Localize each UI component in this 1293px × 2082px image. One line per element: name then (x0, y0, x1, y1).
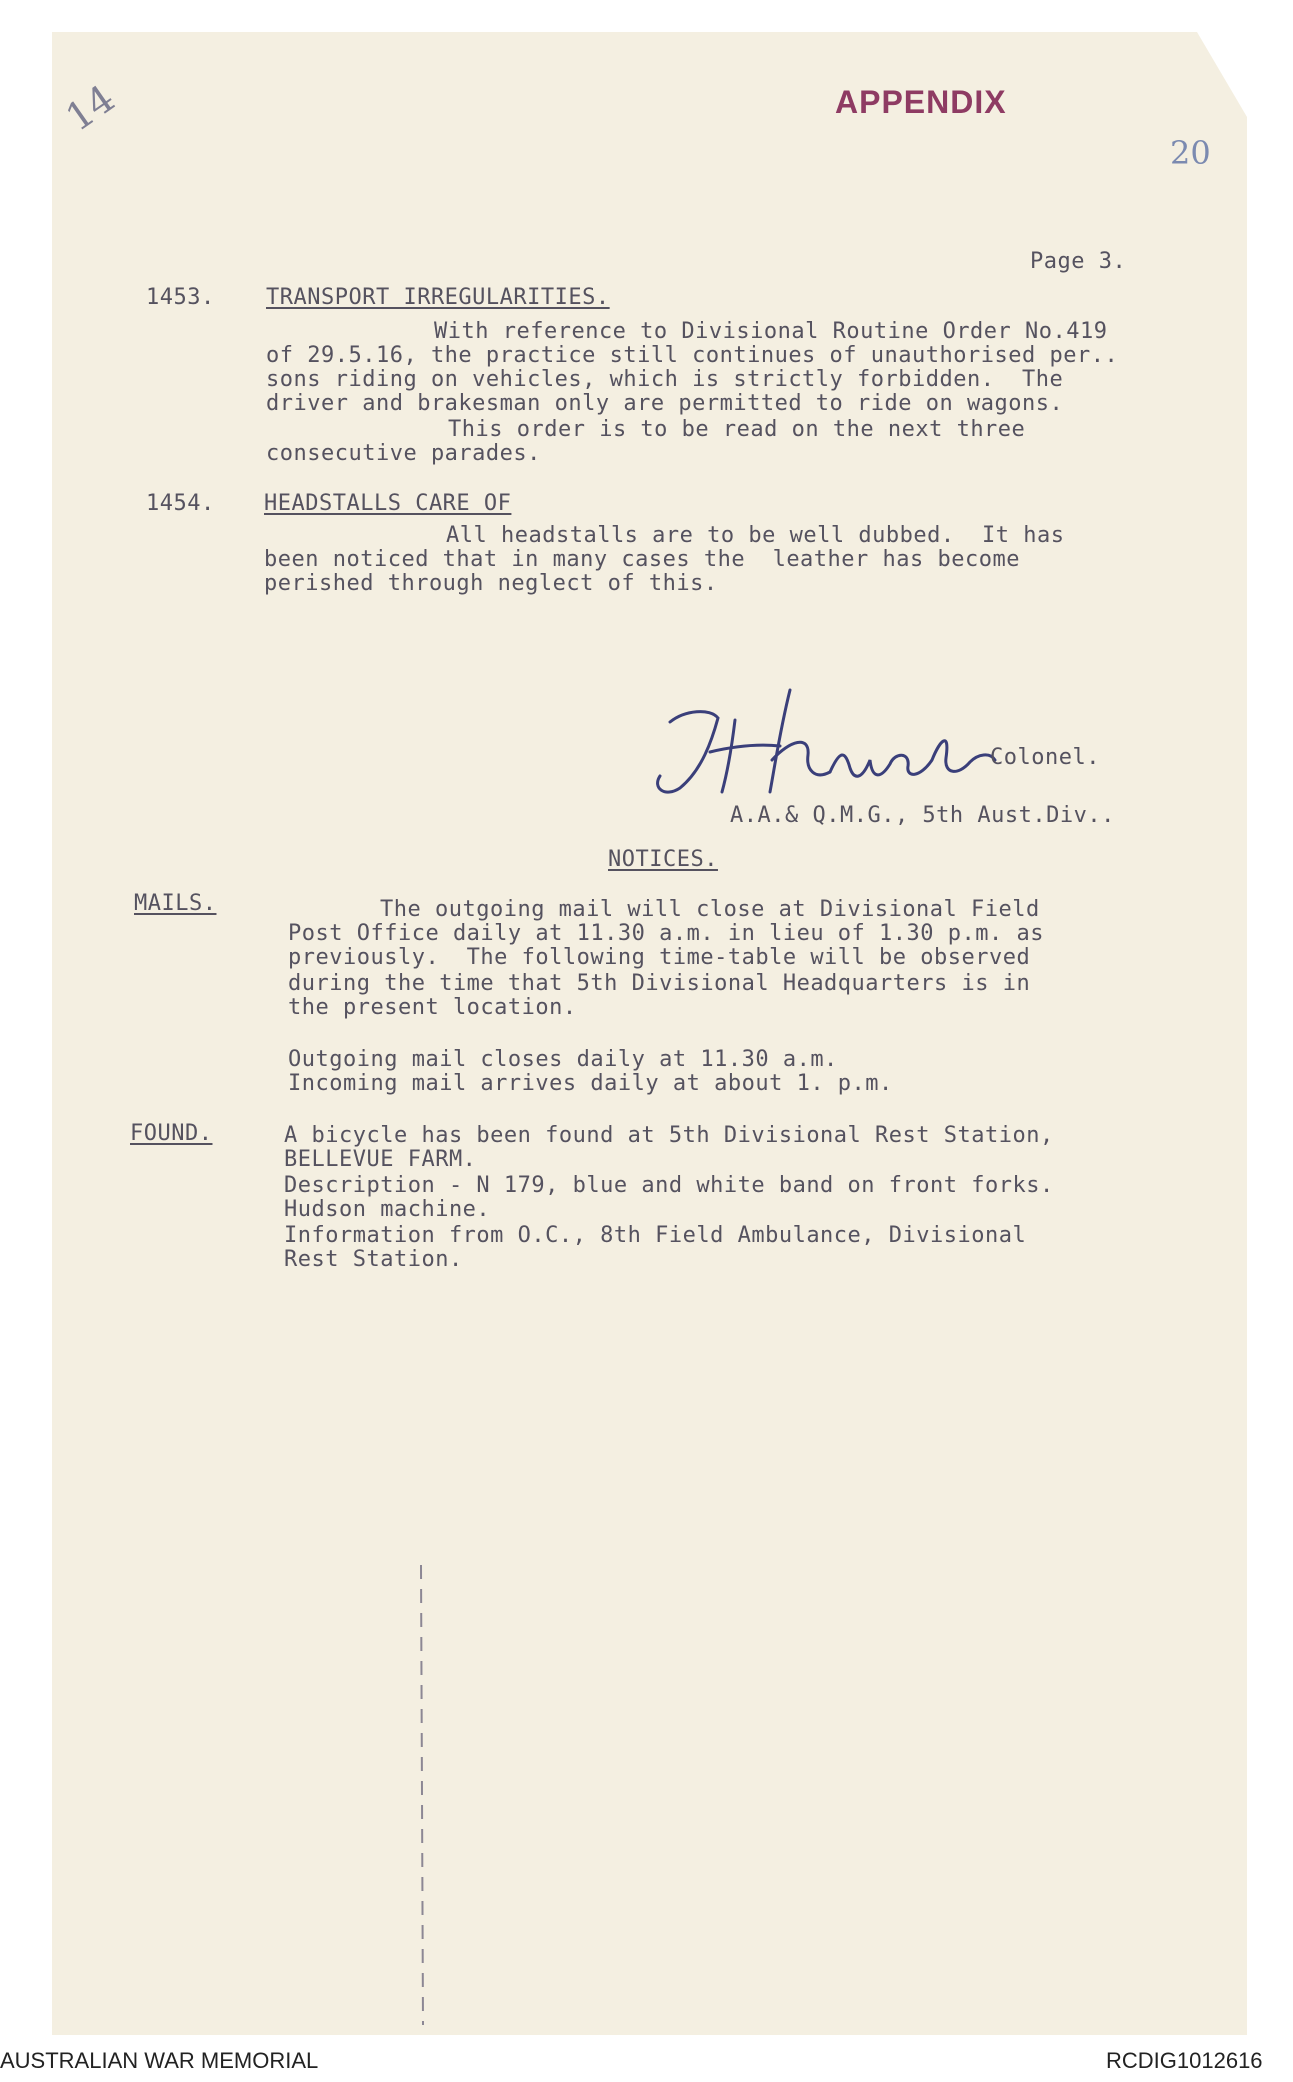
order-line: With reference to Divisional Routine Order No.419 (434, 319, 1108, 344)
order-line: been noticed that in many cases the leather has become (264, 547, 1020, 572)
order-line: perished through neglect of this. (264, 571, 718, 596)
mail-schedule-outgoing: Outgoing mail closes daily at 11.30 a.m. (288, 1047, 838, 1072)
mail-schedule-incoming: Incoming mail arrives daily at about 1. p.m. (288, 1071, 893, 1096)
corner-folio-number: 14 (57, 76, 123, 140)
notice-line: Post Office daily at 11.30 a.m. in lieu of 1.30 p.m. as (288, 921, 1044, 946)
order-number-1454: 1454. (146, 491, 215, 516)
signatory-appointment: A.A.& Q.M.G., 5th Aust.Div.. (730, 803, 1115, 828)
handwritten-signature (640, 680, 1000, 810)
notice-label-mails: MAILS. (134, 891, 217, 916)
folio-number: 20 (1170, 134, 1211, 172)
footer-archive-name: AUSTRALIAN WAR MEMORIAL (0, 2048, 319, 2073)
page-number: Page 3. (1030, 249, 1127, 274)
notice-line: A bicycle has been found at 5th Divisional Rest Station, (284, 1123, 1054, 1148)
appendix-stamp: APPENDIX (835, 84, 1007, 120)
order-line: driver and brakesman only are permitted to ride on wagons. (266, 391, 1064, 416)
order-heading-headstalls: HEADSTALLS CARE OF (264, 491, 512, 516)
notice-line: previously. The following time-table will be observed (288, 945, 1031, 970)
notice-label-found: FOUND. (130, 1121, 213, 1146)
notices-heading: NOTICES. (608, 847, 718, 872)
order-number-1453: 1453. (146, 285, 215, 310)
order-heading-transport: TRANSPORT IRREGULARITIES. (266, 285, 610, 310)
signatory-rank: Colonel. (990, 745, 1100, 770)
notice-line: the present location. (288, 995, 577, 1020)
order-line: of 29.5.16, the practice still continues of unauthorised per.. (266, 343, 1119, 368)
notice-line: Hudson machine. (284, 1197, 491, 1222)
order-line: sons riding on vehicles, which is strictly forbidden. The (266, 367, 1064, 392)
footer-record-id: RCDIG1012616 (1106, 2048, 1263, 2073)
notice-line: Rest Station. (284, 1247, 463, 1272)
notice-line: Information from O.C., 8th Field Ambulance, Divisional (284, 1223, 1027, 1248)
order-line: This order is to be read on the next three (448, 417, 1026, 442)
order-line: consecutive parades. (266, 441, 541, 466)
notice-line: The outgoing mail will close at Divisional Field (380, 897, 1040, 922)
order-line: All headstalls are to be well dubbed. It has (446, 523, 1065, 548)
notice-line: Description - N 179, blue and white band on front forks. (284, 1173, 1054, 1198)
notice-line: BELLEVUE FARM. (284, 1147, 477, 1172)
fold-mark (415, 1565, 427, 2025)
notice-line: during the time that 5th Divisional Headquarters is in (288, 971, 1031, 996)
